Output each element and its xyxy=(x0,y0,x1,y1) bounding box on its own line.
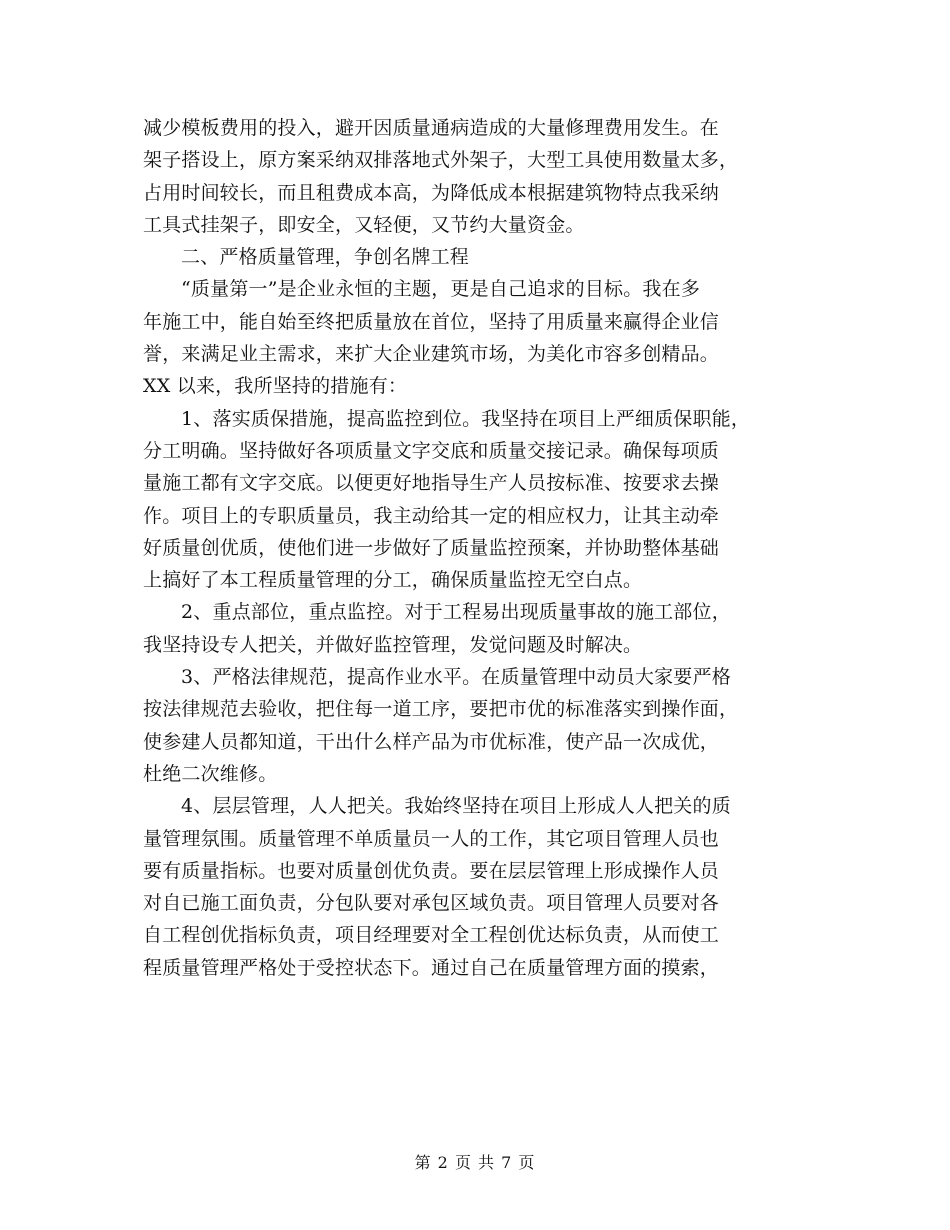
text-line: 上搞好了本工程质量管理的分工，确保质量监控无空白点。 xyxy=(143,569,643,592)
text-line: 架子搭设上，原方案采纳双排落地式外架子，大型工具使用数量太多， xyxy=(143,149,739,172)
text-line: 4、层层管理，人人把关。我始终坚持在项目上形成人人把关的质 xyxy=(181,795,731,818)
text-line: 我坚持设专人把关，并做好监控管理，发觉问题及时解决。 xyxy=(143,633,643,656)
text-line: 量管理氛围。质量管理不单质量员一人的工作，其它项目管理人员也 xyxy=(143,827,720,850)
text-line: 1、落实质保措施，提高监控到位。我坚持在项目上严细质保职能， xyxy=(181,407,751,430)
text-line: 按法律规范去验收，把住每一道工序，要把市优的标准落实到操作面， xyxy=(143,698,739,721)
text-line: 工具式挂架子，即安全，又轻便，又节约大量资金。 xyxy=(143,213,585,236)
text-line: 年施工中，能自始至终把质量放在首位，坚持了用质量来赢得企业信 xyxy=(143,310,720,333)
text-line: 分工明确。坚持做好各项质量文字交底和质量交接记录。确保每项质 xyxy=(143,439,720,462)
text-line: 杜绝二次维修。 xyxy=(143,762,278,785)
page-number-footer: 第 2 页 共 7 页 xyxy=(414,1153,536,1172)
text-line: 要有质量指标。也要对质量创优负责。要在层层管理上形成操作人员 xyxy=(143,859,720,882)
text-line: XX 以来，我所坚持的措施有： xyxy=(143,375,408,398)
text-line: 量施工都有文字交底。以便更好地指导生产人员按标准、按要求去操 xyxy=(143,472,720,495)
text-line: 3、严格法律规范，提高作业水平。在质量管理中动员大家要严格 xyxy=(181,666,731,689)
text-line: 占用时间较长，而且租费成本高，为降低成本根据建筑物特点我采纳 xyxy=(143,181,720,204)
text-line: 对自已施工面负责，分包队要对承包区域负责。项目管理人员要对各 xyxy=(143,892,720,915)
text-line: 自工程创优指标负责，项目经理要对全工程创优达标负责，从而使工 xyxy=(143,924,720,947)
text-line: 使参建人员都知道，干出什么样产品为市优标准，使产品一次成优， xyxy=(143,730,720,753)
text-line: 2、重点部位，重点监控。对于工程易出现质量事故的施工部位， xyxy=(181,601,731,624)
text-line: “质量第一”是企业永恒的主题，更是自己追求的目标。我在多 xyxy=(181,278,701,301)
text-line: 作。项目上的专职质量员，我主动给其一定的相应权力，让其主动牵 xyxy=(143,504,720,527)
text-line: 减少模板费用的投入，避开因质量通病造成的大量修理费用发生。在 xyxy=(143,117,720,139)
section-heading: 二、严格质量管理，争创名牌工程 xyxy=(181,246,470,269)
text-line: 誉，来满足业主需求，来扩大企业建筑市场，为美化市容多创精品。 xyxy=(143,343,720,366)
text-line: 好质量创优质，使他们进一步做好了质量监控预案，并协助整体基础 xyxy=(143,536,720,559)
text-line: 程质量管理严格处于受控状态下。通过自己在质量管理方面的摸索， xyxy=(143,956,720,979)
body-text xyxy=(143,112,823,984)
